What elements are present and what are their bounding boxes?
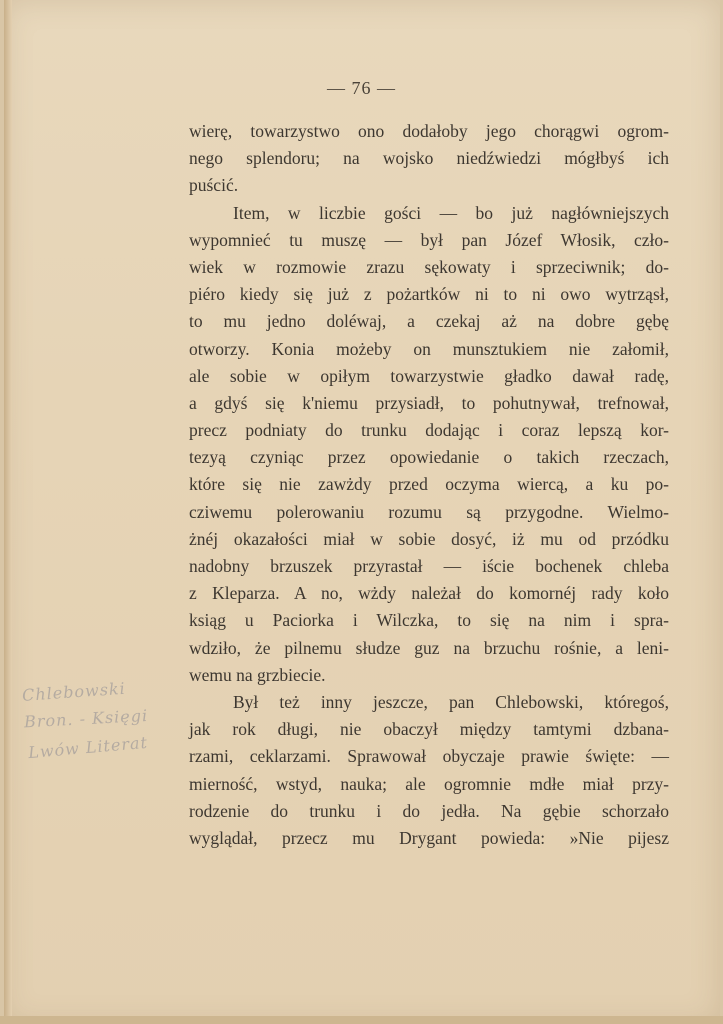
margin-note-line: Chlebowski (21, 678, 127, 705)
text-line: piéro kiedy się już z pożartków ni to ni owo wytrząsł, (189, 284, 669, 305)
text-line: mierność, wstyd, nauka; ale ogromnie mdłe miał przy- (189, 773, 669, 794)
text-line: ale sobie w opiłym towarzystwie gładko dawał radę, (189, 365, 669, 386)
text-line: ksiąg u Paciorka i Wilczka, to się na nim i spra- (189, 610, 669, 631)
text-line: nego splendoru; na wojsko niedźwiedzi mógłbyś ich (189, 148, 669, 169)
text-line: żnéj okazałości miał w sobie dosyć, iż mu od przódku (189, 528, 669, 549)
text-line: wiek w rozmowie zrazu sękowaty i sprzeciwnik; do- (189, 256, 669, 277)
text-line: z Kleparza. A no, wżdy należał do komornéj rady koło (189, 583, 669, 604)
margin-note-line: Lwów Literat (27, 732, 149, 763)
text-line: precz podniaty do trunku dodając i coraz lepszą kor- (189, 420, 669, 441)
page-number: — 76 — (327, 78, 396, 98)
text-line: wemu na grzbiecie. (189, 664, 326, 685)
text-line: wyglądał, przecz mu Drygant powieda: »Nie pijesz (189, 827, 669, 848)
text-line: jak rok długi, nie obaczył między tamtymi dzbana- (189, 719, 669, 740)
text-line: wdziło, że pilnemu słudze guz na brzuchu rośnie, a leni- (189, 637, 669, 658)
text-line: otworzy. Konia możeby on munsztukiem nie załomił, (189, 338, 669, 359)
text-line: nadobny brzuszek przyrastał — iście bochenek chleba (189, 556, 669, 576)
text-line: to mu jedno doléwaj, a czekaj aż na dobre gębę (189, 311, 669, 332)
text-line: puścić. (189, 175, 239, 196)
text-line: tezyą czyniąc przez opowiedanie o takich rzeczach, (189, 447, 669, 468)
text-line: a gdyś się k'niemu przysiadł, to pohutnywał, trefnował, (189, 392, 669, 413)
text-line: rzami, ceklarzami. Sprawował obyczaje prawie święte: — (189, 746, 669, 767)
handwritten-margin-note (21, 676, 192, 763)
page-bottom-edge (0, 1016, 723, 1024)
text-line: rodzenie do trunku i do jedła. Na gębie schorzało (189, 800, 669, 821)
text-line: wypomnieć tu muszę — był pan Józef Włosik, czło- (189, 229, 669, 250)
text-line: wierę, towarzystwo ono dodałoby jego chorągwi ogrom- (189, 121, 669, 141)
text-line: cziwemu polerowaniu rozumu są przygodne. Wielmo- (189, 501, 669, 522)
text-line: które się nie zawżdy przed oczyma wiercą, a ku po- (189, 474, 669, 495)
margin-note-line: Bron. - Księgi (23, 705, 149, 732)
text-line: Item, w liczbie gości — bo już nagłówniejszych (233, 202, 669, 223)
page-left-edge (4, 0, 12, 1024)
text-line: Był też inny jeszcze, pan Chlebowski, któregoś, (233, 691, 669, 712)
body-text (189, 118, 669, 852)
